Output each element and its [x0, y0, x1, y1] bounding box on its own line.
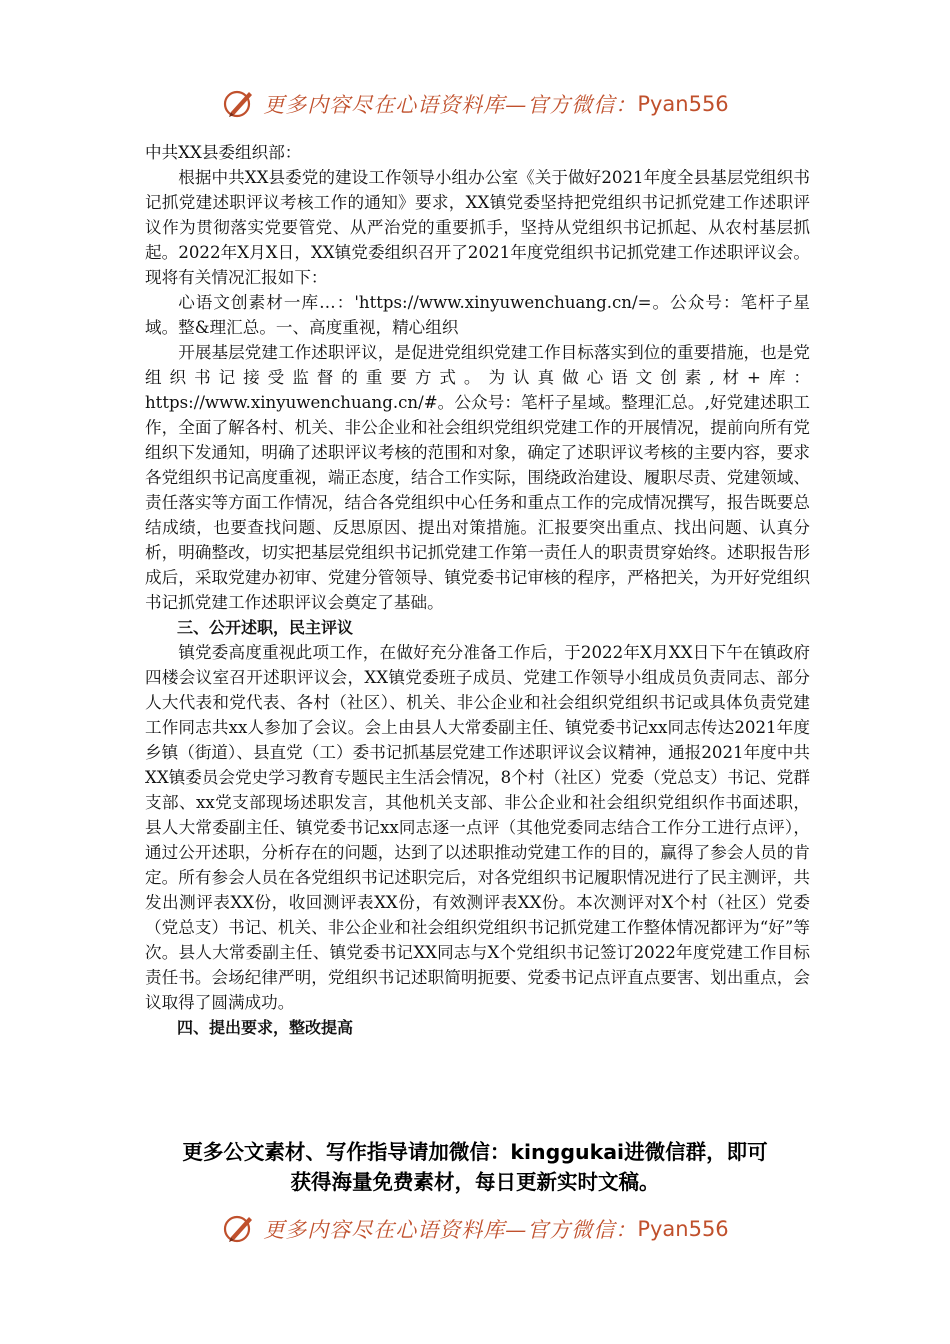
banner-wechat-id: Pyan556: [637, 92, 729, 116]
banner-text: 更多内容尽在心语资料库—官方微信：: [263, 93, 638, 117]
header-banner: [0, 84, 950, 124]
footer-banner: [0, 1209, 950, 1249]
paragraph-intro: 根据中共XX县委党的建设工作领导小组办公室《关于做好2021年度全县基层党组织书记抓党建述职评议考核工作的通知》要求，XX镇党委坚持把党组织书记抓党建工作述职评议作为贯彻落实党要管党、从严治党的重要抓手，坚持从党组织书记抓起、从农村基层抓起。2022年X月X日，XX镇党委组织召开了2021年度党组织书记抓党建工作述职评议会。现将有关情况汇报如下：: [145, 168, 810, 287]
paragraph-section-3: 镇党委高度重视此项工作，在做好充分准备工作后，于2022年X月XX日下午在镇政府四楼会议室召开述职评议会，XX镇党委班子成员、党建工作领导小组成员负责同志、部分人大代表和党代表、各村（社区）、机关、非公企业和社会组织党组织书记或具体负责党建工作同志共xx人参加了会议。会上由县人大常委副主任、镇党委书记xx同志传达2021年度乡镇（街道）、县直党（工）委书记抓基层党建工作述职评议会议精神，通报2021年度中共XX镇委员会党史学习教育专题民主生活会情况，8个村（社区）党委（党总支）书记、党群支部、xx党支部现场述职发言，其他机关支部、非公企业和社会组织党组织作书面述职，县人大常委副主任、镇党委书记xx同志逐一点评（其他党委同志结合工作分工进行点评），通过公开述职，分析存在的问题，达到了以述职推动党建工作的目的，赢得了参会人员的肯定。所有参会人员在各党组织书记述职完后，对各党组织书记履职情况进行了民主测评，共发出测评表XX份，收回测评表XX份，有效测评表XX份。本次测评对X个村（社区）党委（党总支）书记、机关、非公企业和社会组织党组织书记抓党建工作整体情况都评为“好”等次。县人大常委副主任、镇党委书记XX同志与X个党组织书记签订2022年度党建工作目标责任书。会场纪律严明，党组织书记述职简明扼要、党委书记点评直点要害、划出重点，会议取得了圆满成功。: [145, 643, 810, 1012]
salutation: 中共XX县委组织部：: [145, 143, 302, 162]
banner-wechat-id: Pyan556: [637, 1217, 729, 1241]
section-heading-4: 四、提出要求，整改提高: [177, 1018, 354, 1037]
paragraph-section-1: 开展基层党建工作述职评议，是促进党组织党建工作目标落实到位的重要措施，也是党组织书记接受监督的重要方式。为认真做心语文创素,材+库：https://www.xinyuwenchuang.cn/#。公众号：笔杆子星域。整理汇总。,好党建述职工作，全面了解各村、机关、非公企业和社会组织党组织党建工作的开展情况，提前向所有党组织下发通知，明确了述职评议考核的范围和对象，确定了述职评议考核的主要内容，要求各党组织书记高度重视，端正态度，结合工作实际，围绕政治建设、履职尽责、党建领域、责任落实等方面工作情况，结合各党组织中心任务和重点工作的完成情况撰写，报告既要总结成绩，也要查找问题、反思原因、提出对策措施。汇报要突出重点、找出问题、认真分析，明确整改，切实把基层党组织书记抓党建工作第一责任人的职责贯穿始终。述职报告形成后，采取党建办初审、党建分管领导、镇党委书记审核的程序，严格把关，为开好党组织书记抓党建工作述职评议会奠定了基础。: [145, 343, 810, 612]
paragraph-source-note: 心语文创素材一库…：'https://www.xinyuwenchuang.cn/=。公众号：笔杆子星域。整&理汇总。一、高度重视，精心组织: [145, 293, 810, 337]
promo-notice: [110, 1137, 840, 1197]
pen-logo-icon: [221, 1211, 257, 1247]
promo-line-1: 更多公文素材、写作指导请加微信：kinggukai进微信群，即可: [182, 1140, 768, 1164]
promo-line-2: 获得海量免费素材，每日更新实时文稿。: [290, 1170, 660, 1194]
section-heading-3: 三、公开述职，民主评议: [177, 618, 354, 637]
document-body: [145, 140, 810, 1040]
pen-logo-icon: [221, 86, 257, 122]
banner-text: 更多内容尽在心语资料库—官方微信：: [263, 1218, 638, 1242]
